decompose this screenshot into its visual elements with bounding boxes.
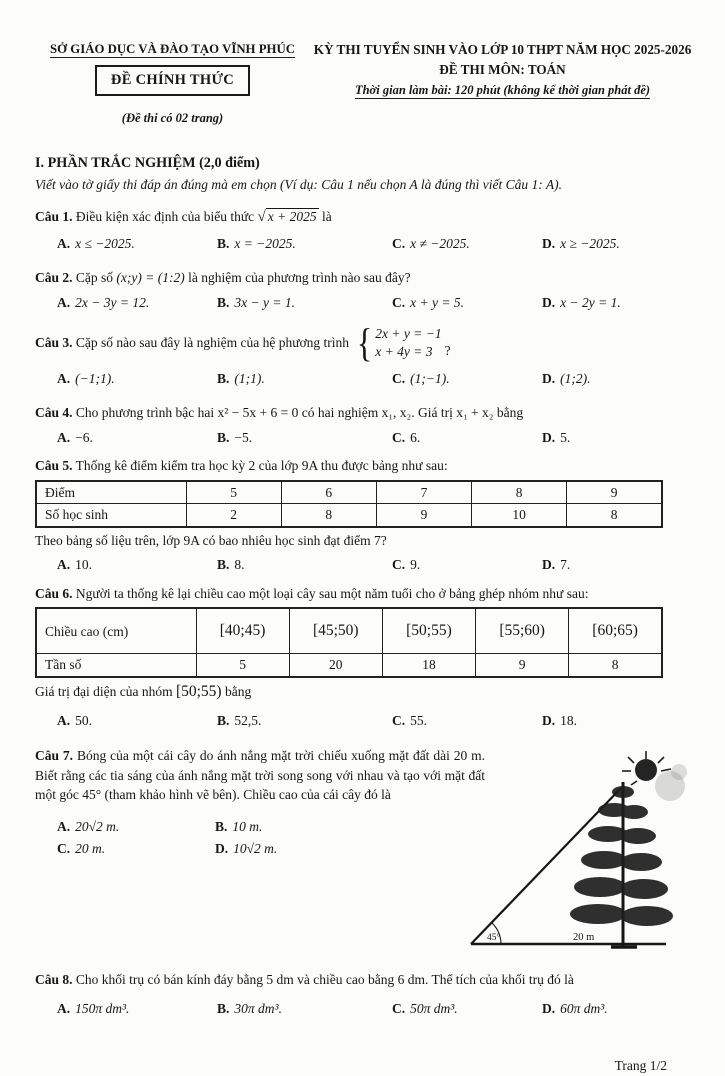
option-a: A. −6. [57,429,93,445]
option-c: C. 9. [392,557,421,573]
option-b: B. −5. [217,429,253,445]
option-c: C. 50π dm³. [392,1000,458,1016]
option-c: C. 6. [392,429,421,445]
option-d: D. (1;2). [542,371,591,387]
question-2-label: Câu 2. [35,270,73,286]
angle-label: 45° [487,933,501,944]
page-footer: Trang 1/2 [614,1058,667,1074]
option-b: B. 3x − y = 1. [217,294,295,310]
question-6-label: Câu 6. [35,585,73,601]
question-7 [35,746,695,960]
question-6 [35,584,695,731]
height-table [35,607,663,678]
tree-shadow-figure [461,744,711,956]
question-8-options [57,999,695,1019]
question-3 [35,319,695,389]
question-4-label: Câu 4. [35,404,73,420]
option-b: B. 30π dm³. [217,1000,282,1016]
table-row: Tần số 5 20 18 9 8 [36,654,662,677]
exam-title: KỲ THI TUYỂN SINH VÀO LỚP 10 THPT NĂM HỌC 2025-2026 [313,42,692,57]
question-7-label: Câu 7. [35,748,74,764]
option-b: B. 10 m. [215,818,263,834]
question-2-text: Cặp số [75,270,114,286]
option-b: B. x = −2025. [217,235,296,251]
tree-icon [570,782,673,947]
table-row: Điểm 5 6 7 8 9 [36,481,662,504]
table-row: Số học sinh 2 8 9 10 8 [36,504,662,527]
question-5-text: Theo bảng số liệu trên, lớp 9A có bao nhiêu học sinh đạt điểm 7? [35,532,387,548]
group-interval: [50;55) [175,683,222,700]
option-d: D. 60π dm³. [542,1000,608,1016]
option-a: A. 50. [57,713,92,729]
exam-duration: Thời gian làm bài: 120 phút (không kể thời gian phát đề) [354,83,651,98]
header-left-block [35,40,310,127]
option-d: D. 5. [542,429,571,445]
pair-expression: (x;y) = (1:2) [116,270,185,286]
question-5-intro: Thống kê điểm kiểm tra học kỳ 2 của lớp 9A thu được bảng như sau: [75,458,448,474]
option-a: A. 150π dm³. [57,1000,130,1016]
option-c: C. 20 m. [57,841,106,857]
option-d: D. 18. [542,713,577,729]
question-2: Câu 2. Cặp số (x;y) = (1:2) là nghiệm của phương trình nào sau đây? A. 2x − 3y = 12. B. 3x − y = 1. C. x + y = 5. D. x − 2y = 1. [35,268,695,312]
option-a: A. x ≤ −2025. [57,235,135,251]
sun-disc [635,759,657,781]
question-4 [35,403,695,447]
option-a: A. 20√2 m. [57,818,120,834]
section-title: I. PHẦN TRẮC NGHIỆM (2,0 điểm) [35,154,260,171]
option-d: D. x − 2y = 1. [542,294,621,310]
option-b: B. (1;1). [217,371,265,387]
question-3-options [57,369,695,389]
pages-note: (Đề thi có 02 trang) [121,110,224,125]
question-5-options [57,555,695,575]
question-3-statement: Câu 3. Cặp số nào sau đây là nghiệm của hệ phương trình { 2x + y = −1 x + 4y = 3 ? [35,319,451,365]
question-7-text: Câu 7. Bóng của một cái cây do ánh nắng mặt trời chiếu xuống mặt đất dài 20 m. Biết rằng các tia sáng của ánh nắng mặt trời song song với nhau và tạo với mặt đất một góc 45° (tham khảo hình vẽ bên). Chiều cao của cái cây đó là [35,748,486,803]
option-d: D. 10√2 m. [215,841,278,857]
question-5 [35,456,695,575]
option-c: C. x + y = 5. [392,294,464,310]
option-a: A. 10. [57,557,92,573]
equation-system: 2x + y = −1 x + 4y = 3 [375,326,442,359]
option-c: C. (1;−1). [392,371,450,387]
question-3-label: Câu 3. [35,335,73,351]
score-table [35,480,663,528]
section-instruction: Viết vào tờ giấy thi đáp án đúng mà em chọn (Ví dụ: Câu 1 nếu chọn A là đúng thì viết Câu 1: A). [35,177,563,193]
option-c: C. x ≠ −2025. [392,235,470,251]
option-a: A. (−1;1). [57,371,115,387]
exam-header [35,40,695,127]
option-c: C. 55. [392,713,427,729]
exam-subject: ĐỀ THI MÔN: TOÁN [439,62,566,78]
question-8-label: Câu 8. [35,972,73,988]
question-7-options [57,817,387,859]
question-1-text: Điều kiện xác định của biểu thức [75,208,255,224]
system-brace: { [356,319,373,365]
question-4-options [57,428,695,448]
question-3-text: Cặp số nào sau đây là nghiệm của hệ phương trình [75,335,350,351]
department-name: SỞ GIÁO DỤC VÀ ĐÀO TẠO VĨNH PHÚC [50,42,295,56]
question-1-options [57,234,695,254]
option-d: D. x ≥ −2025. [542,235,620,251]
question-1-label: Câu 1. [35,208,73,224]
question-6-text: Giá trị đại diện của nhóm [50;55) bằng [35,683,252,700]
question-5-label: Câu 5. [35,458,73,474]
question-4-text: Cho phương trình bậc hai x² − 5x + 6 = 0 có hai nghiệm x₁, x₂. Giá trị x₁ + x₂ bằng [75,404,524,420]
option-d: D. 7. [542,557,571,573]
question-1: Câu 1. Điều kiện xác định của biểu thức √ x + 2025 là A. x ≤ −2025. B. x = −2025. C. x ≠ −2025. D. x ≥ −2025. [35,207,695,253]
official-stamp-box: ĐỀ CHÍNH THỨC [35,59,310,96]
question-6-intro: Người ta thống kê lại chiều cao một loại cây sau một năm tuổi cho ở bảng ghép nhóm như sau: [75,585,589,601]
table-row: Chiều cao (cm) [40;45) [45;50) [50;55) [55;60) [60;65) [36,608,662,654]
sqrt-expression: √ x + 2025 [257,208,317,225]
option-b: B. 52,5. [217,713,262,729]
option-a: A. 2x − 3y = 12. [57,294,150,310]
base-length-label: 20 m [573,932,595,944]
question-6-options [57,711,695,731]
question-8 [35,970,695,1018]
option-b: B. 8. [217,557,245,573]
scan-smudge [671,764,687,780]
question-8-text: Cho khối trụ có bán kính đáy bằng 5 dm và chiều cao bằng 6 dm. Thể tích của khối trụ đó là [75,972,574,988]
question-2-options [57,293,695,313]
header-right-block [310,40,695,99]
